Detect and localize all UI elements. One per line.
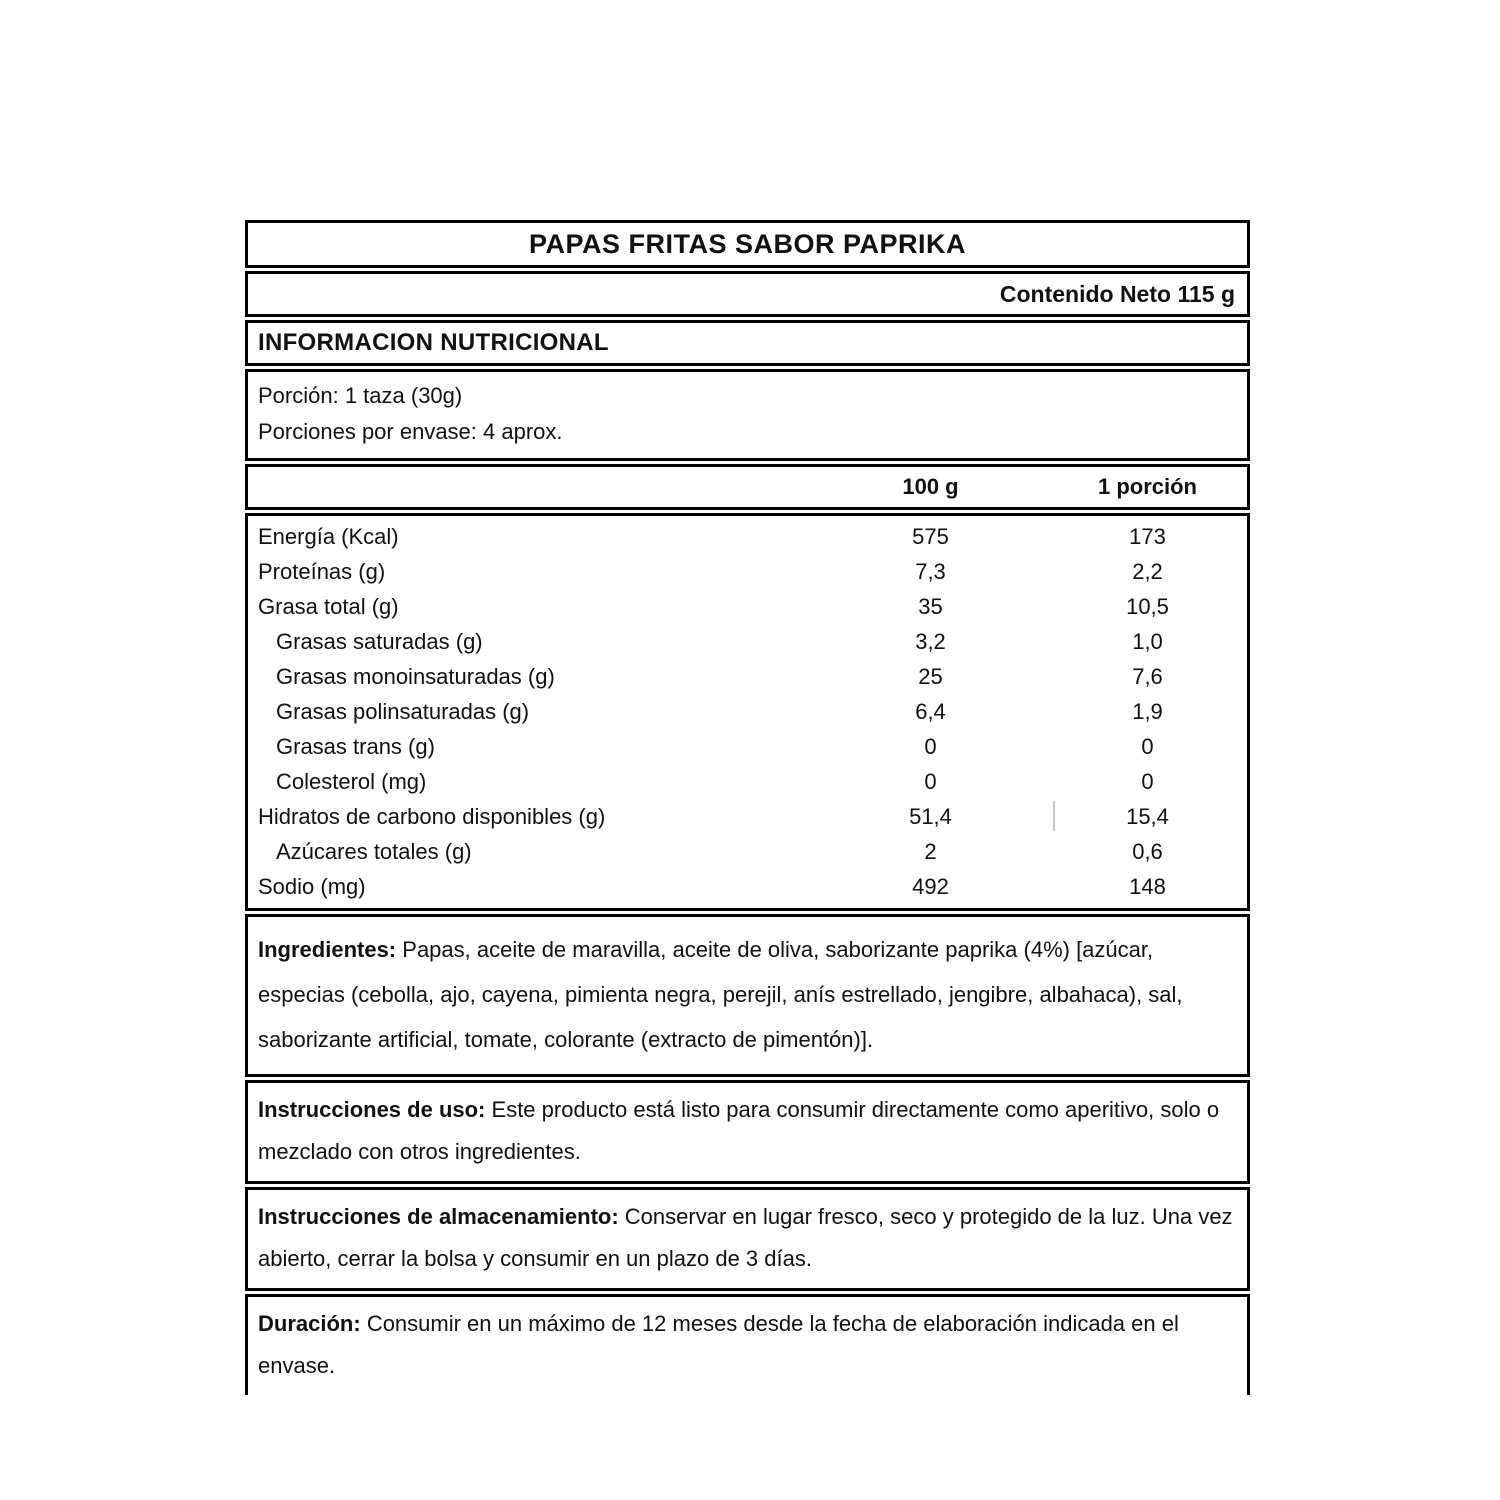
value-per-serving: 1,9 xyxy=(1132,698,1163,724)
ingredients-label: Ingredientes: xyxy=(258,937,397,962)
net-content-box xyxy=(245,271,1250,317)
row-label: Sodio (mg) xyxy=(258,873,366,899)
storage-label: Instrucciones de almacenamiento: xyxy=(258,1204,619,1229)
column-header-100g: 100 g xyxy=(902,474,959,499)
net-content: Contenido Neto 115 g xyxy=(999,280,1235,307)
nutrition-section-header xyxy=(245,320,1250,366)
scan-artifact-line xyxy=(1053,801,1055,831)
value-per-serving: 2,2 xyxy=(1132,558,1163,584)
row-label: Energía (Kcal) xyxy=(258,523,399,549)
product-title-box xyxy=(245,220,1250,268)
value-per-serving: 173 xyxy=(1129,523,1166,549)
value-per-100g: 2 xyxy=(924,838,937,864)
storage-instructions-box xyxy=(245,1187,1250,1291)
value-per-100g: 51,4 xyxy=(909,803,952,829)
table-row xyxy=(248,869,1247,904)
usage-body: Este producto está listo para consumir directamente como aperitivo, solo o mezclado con otros ingredientes. xyxy=(258,1097,1220,1164)
row-label: Grasas saturadas (g) xyxy=(276,628,483,654)
value-per-100g: 25 xyxy=(918,663,943,689)
table-row xyxy=(248,764,1247,799)
row-label: Grasa total (g) xyxy=(258,593,399,619)
nutrition-label xyxy=(245,220,1250,1395)
value-per-100g: 3,2 xyxy=(915,628,946,654)
value-per-serving: 0 xyxy=(1141,733,1154,759)
value-per-serving: 1,0 xyxy=(1132,628,1163,654)
ingredients-text xyxy=(258,927,1233,1062)
row-label: Azúcares totales (g) xyxy=(276,838,472,864)
usage-text xyxy=(258,1089,1233,1173)
row-label: Grasas trans (g) xyxy=(276,733,435,759)
value-per-serving: 10,5 xyxy=(1126,593,1169,619)
value-per-100g: 575 xyxy=(912,523,949,549)
table-row xyxy=(248,624,1247,659)
table-row xyxy=(248,554,1247,589)
duration-text xyxy=(258,1303,1233,1387)
table-row xyxy=(248,799,1247,834)
ingredients-body: Papas, aceite de maravilla, aceite de oliva, saborizante paprika (4%) [azúcar, especias (cebolla, ajo, cayena, pimienta negra, perejil, anís estrellado, jengibre, albahaca), sal, saborizante artificial, tomate, colorante (extracto de pimentón)]. xyxy=(258,937,1183,1052)
ingredients-box xyxy=(245,914,1250,1077)
servings-per-pack: Porciones por envase: 4 aprox. xyxy=(258,419,563,444)
duration-body: Consumir en un máximo de 12 meses desde la fecha de elaboración indicada en el envase. xyxy=(258,1311,1179,1378)
page-title: PAPAS FRITAS SABOR PAPRIKA xyxy=(528,228,967,259)
value-per-serving: 15,4 xyxy=(1126,803,1169,829)
table-row xyxy=(248,729,1247,764)
usage-label: Instrucciones de uso: xyxy=(258,1097,486,1122)
table-row xyxy=(248,659,1247,694)
table-row xyxy=(248,834,1247,869)
storage-text xyxy=(258,1196,1233,1280)
value-per-serving: 0,6 xyxy=(1132,838,1163,864)
column-header-porcion: 1 porción xyxy=(1097,474,1197,499)
duration-label: Duración: xyxy=(258,1311,361,1336)
row-label: Grasas monoinsaturadas (g) xyxy=(276,663,555,689)
row-label: Hidratos de carbono disponibles (g) xyxy=(258,803,606,829)
value-per-serving: 0 xyxy=(1141,768,1154,794)
nutrition-table-header xyxy=(245,464,1250,510)
table-row xyxy=(248,589,1247,624)
duration-box xyxy=(245,1294,1250,1395)
nutrition-table-body xyxy=(245,513,1250,911)
value-per-100g: 0 xyxy=(924,733,937,759)
storage-body: Conservar en lugar fresco, seco y protegido de la luz. Una vez abierto, cerrar la bolsa y consumir en un plazo de 3 días. xyxy=(258,1204,1233,1271)
row-label: Proteínas (g) xyxy=(258,558,386,584)
row-label: Grasas polinsaturadas (g) xyxy=(276,698,530,724)
value-per-100g: 0 xyxy=(924,768,937,794)
value-per-100g: 7,3 xyxy=(915,558,946,584)
value-per-serving: 148 xyxy=(1129,873,1166,899)
value-per-serving: 7,6 xyxy=(1132,663,1163,689)
value-per-100g: 35 xyxy=(918,593,943,619)
table-row xyxy=(248,519,1247,554)
usage-instructions-box xyxy=(245,1080,1250,1184)
value-per-100g: 6,4 xyxy=(915,698,946,724)
serving-size: Porción: 1 taza (30g) xyxy=(258,383,463,408)
row-label: Colesterol (mg) xyxy=(276,768,427,794)
table-row xyxy=(248,694,1247,729)
section-title: INFORMACION NUTRICIONAL xyxy=(258,329,609,356)
serving-info-box xyxy=(245,369,1250,461)
value-per-100g: 492 xyxy=(912,873,949,899)
